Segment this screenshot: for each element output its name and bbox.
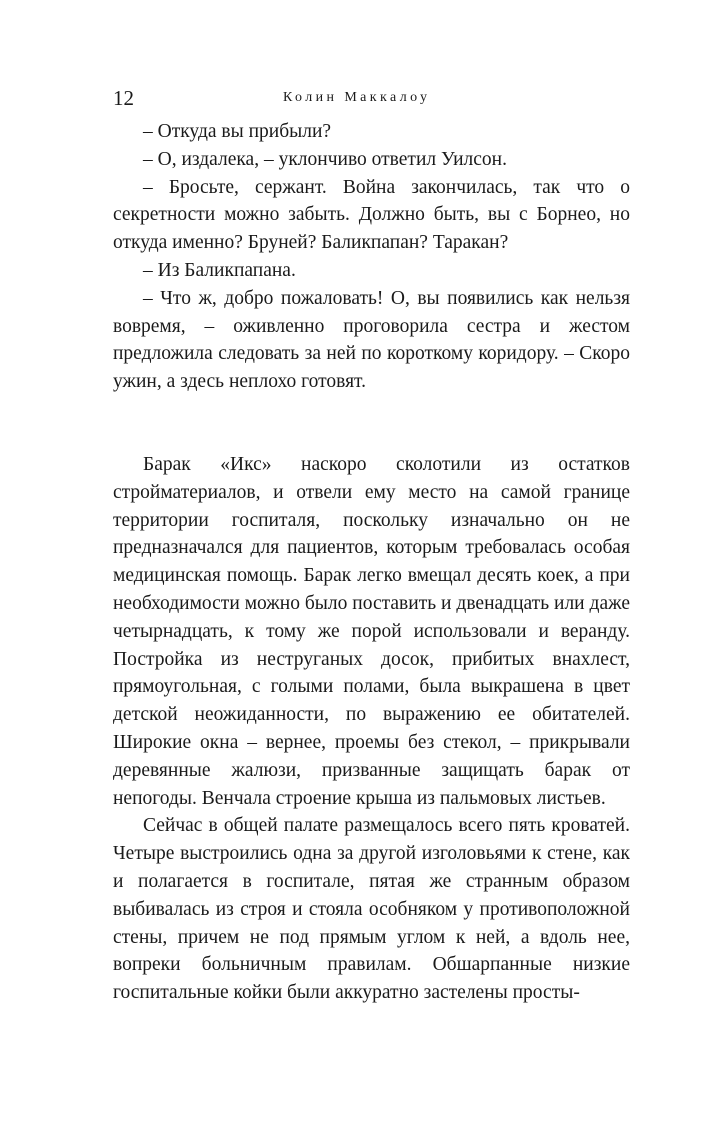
page-number: 12: [113, 86, 134, 110]
running-title: Колин Маккалоу: [283, 90, 431, 105]
paragraph: – Из Баликпапана.: [143, 259, 296, 281]
paragraph: – Бросьте, сержант. Война закончилась, так что о секретности можно забыть. Должно быть, вы с Борнео, но откуда именно? Бруней? Баликпапан? Таракан?: [113, 176, 630, 254]
running-header: [113, 84, 630, 118]
book-page: [113, 84, 630, 1007]
section-break: [113, 396, 630, 451]
paragraph: – Что ж, добро пожаловать! О, вы появились как нельзя вовремя, – оживленно проговорила сестра и жестом предложила следовать за ней по короткому коридору. – Скоро ужин, а здесь неплохо готовят.: [113, 287, 630, 393]
paragraph: Барак «Икс» наскоро сколотили из остатков стройматериалов, и отвели ему место на самой границе территории госпиталя, поскольку изначально он не предназначался для пациентов, которым требовалась особая медицинская помощь. Барак легко вмещал десять коек, а при необходимости можно было поставить и двенадцать или даже четырнадцать, к тому же порой использовали и веранду. Постройка из неструганых досок, прибитых внахлест, прямоугольная, с голыми полами, была выкрашена в цвет детской неожиданности, по выражению ее обитателей. Широкие окна – вернее, проемы без стекол, – прикрывали деревянные жалюзи, призванные защищать барак от непогоды. Венчала строение крыша из пальмовых листьев.: [113, 453, 630, 809]
paragraph: Сейчас в общей палате размещалось всего пять кроватей. Четыре выстроились одна за другой изголовьями к стене, как и полагается в госпитале, пятая же странным образом выбивалась из строя и стояла особняком у противоположной стены, причем не под прямым углом к ней, а вдоль нее, вопреки больничным правилам. Обшарпанные низкие госпитальные койки были аккуратно застелены просты-: [113, 815, 630, 1004]
paragraph: – О, издалека, – уклончиво ответил Уилсон.: [143, 148, 507, 170]
body-text: [113, 118, 630, 1007]
paragraph: – Откуда вы прибыли?: [143, 121, 332, 142]
